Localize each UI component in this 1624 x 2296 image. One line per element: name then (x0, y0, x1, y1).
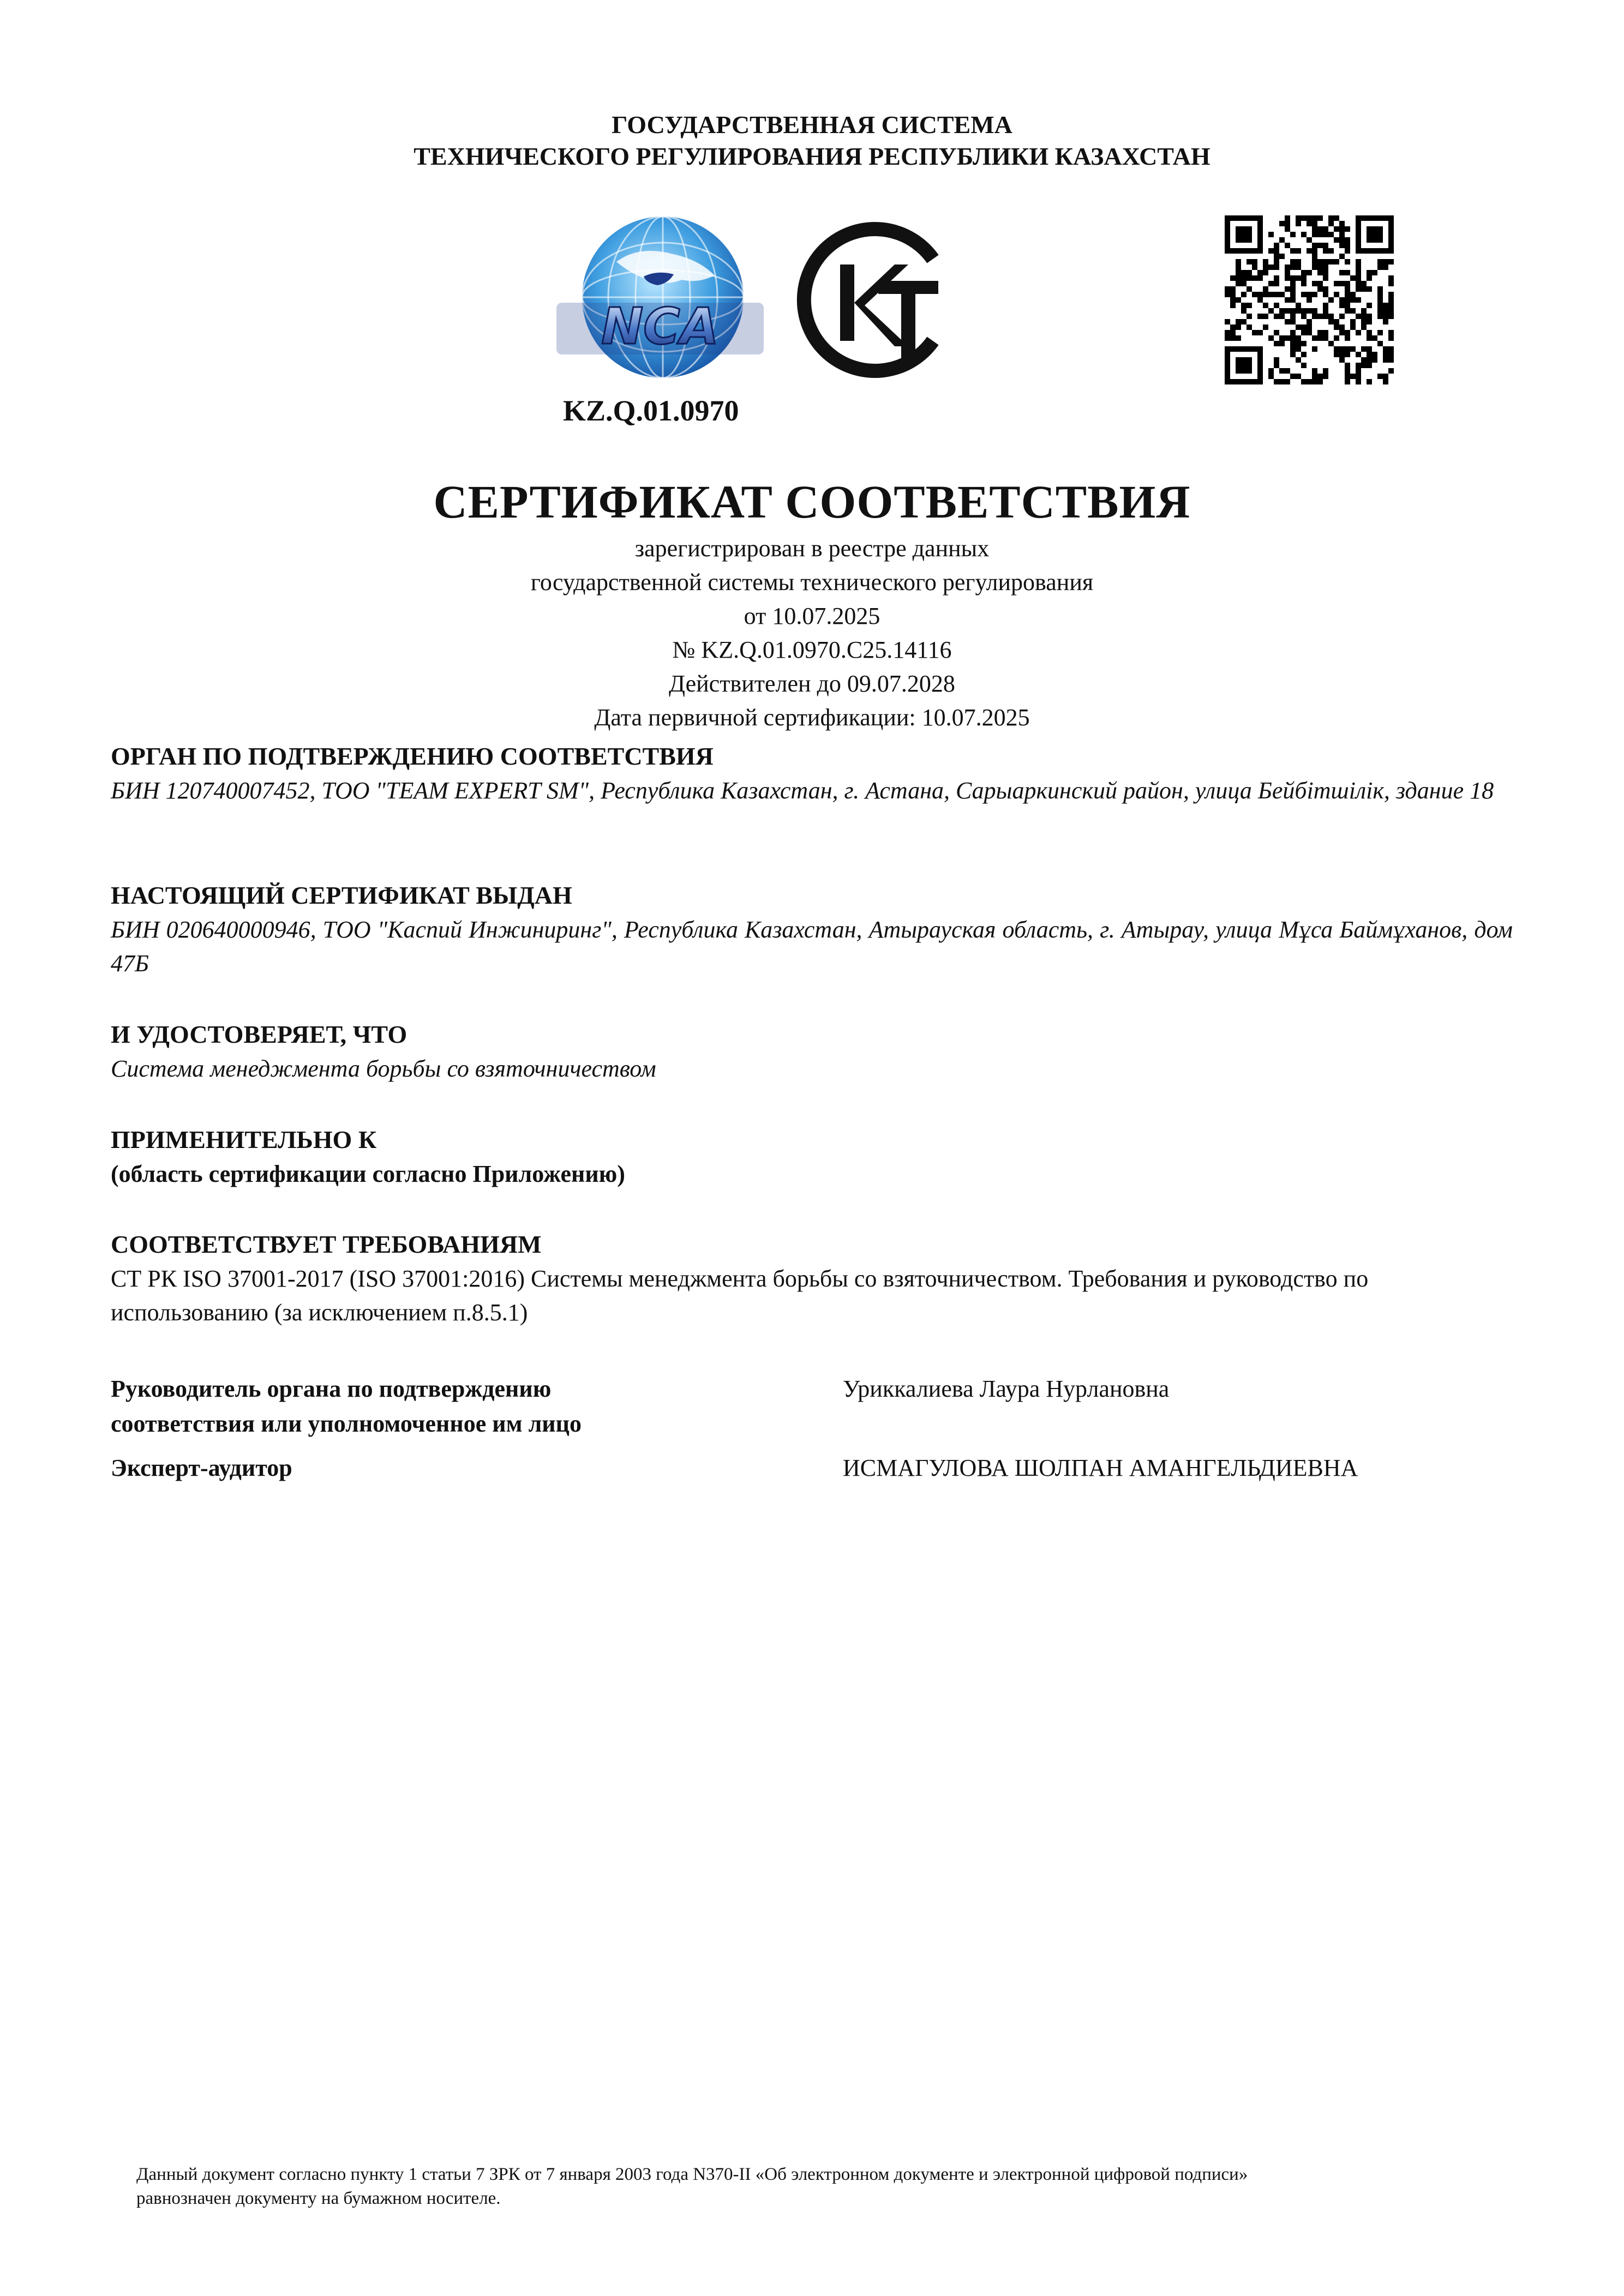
kz-conformity-mark-icon (796, 218, 955, 382)
section-complies-with (111, 1227, 1513, 1330)
head-label-line-2: соответствия или уполномоченное им лицо (111, 1410, 582, 1437)
section-issued-to (111, 878, 1513, 981)
complies-heading: СООТВЕТСТВУЕТ ТРЕБОВАНИЯМ (111, 1230, 542, 1258)
header (0, 109, 1624, 172)
head-of-body-name: Уриккалиева Лаура Нурлановна (843, 1375, 1170, 1402)
certificate-number: № KZ.Q.01.0970.C25.14116 (672, 636, 952, 663)
footer-line-2: равнозначен документу на бумажном носителе. (136, 2189, 501, 2208)
head-label-line-1: Руководитель органа по подтверждению (111, 1375, 552, 1402)
expert-auditor-name: ИСМАГУЛОВА ШОЛПАН АМАНГЕЛЬДИЕВНА (843, 1454, 1358, 1481)
certificate-date: от 10.07.2025 (744, 603, 880, 629)
valid-until: Действителен до 09.07.2028 (669, 670, 955, 697)
certificate-meta (0, 532, 1624, 735)
applicable-to-text: (область сертификации согласно Приложению) (111, 1161, 625, 1187)
complies-text: СТ РК ISO 37001-2017 (ISO 37001:2016) Системы менеджмента борьбы со взяточничеством. Требования и руководство по использованию (за исключением п.8.5.1) (111, 1265, 1369, 1326)
applicable-to-heading: ПРИМЕНИТЕЛЬНО К (111, 1126, 377, 1153)
expert-auditor-label: Эксперт-аудитор (111, 1454, 292, 1481)
legal-footer (136, 2162, 1511, 2210)
section-certification-body (111, 739, 1513, 808)
footer-line-1: Данный документ согласно пункту 1 статьи 7 ЗРК от 7 января 2003 года N370-II «Об электронном документе и электронной цифровой подписи» (136, 2165, 1248, 2184)
nca-logo-icon (556, 215, 764, 384)
nca-logo-text: NCA (601, 297, 719, 356)
header-line-1: ГОСУДАРСТВЕННАЯ СИСТЕМА (612, 111, 1012, 139)
initial-certification-date: Дата первичной сертификации: 10.07.2025 (594, 704, 1030, 731)
section-applicable-to (111, 1122, 1513, 1191)
certification-body-text: БИН 120740007452, ТОО "TEAM EXPERT SM", Республика Казахстан, г. Астана, Сарыаркинский район, улица Бейбітшілік, здание 18 (111, 777, 1494, 804)
head-of-body-label (111, 1372, 582, 1441)
issued-to-heading: НАСТОЯЩИЙ СЕРТИФИКАТ ВЫДАН (111, 881, 572, 909)
certifies-heading: И УДОСТОВЕРЯЕТ, ЧТО (111, 1020, 408, 1048)
registry-code: KZ.Q.01.0970 (563, 394, 739, 427)
certifies-text: Система менеджмента борьбы со взяточничеством (111, 1055, 656, 1082)
section-certifies (111, 1017, 1513, 1086)
qr-code-icon (1225, 215, 1394, 384)
registered-line-2: государственной системы технического регулирования (530, 569, 1094, 596)
certification-body-heading: ОРГАН ПО ПОДТВЕРЖДЕНИЮ СООТВЕТСТВИЯ (111, 742, 714, 770)
issued-to-text: БИН 020640000946, ТОО "Каспий Инжиниринг", Республика Казахстан, Атырауская область, г. Атырау, улица Мұса Баймұханов, дом 47Б (111, 916, 1513, 977)
registered-line-1: зарегистрирован в реестре данных (634, 535, 990, 562)
certificate-title: СЕРТИФИКАТ СООТВЕТСТВИЯ (433, 476, 1191, 528)
header-line-2: ТЕХНИЧЕСКОГО РЕГУЛИРОВАНИЯ РЕСПУБЛИКИ КАЗАХСТАН (414, 142, 1210, 170)
